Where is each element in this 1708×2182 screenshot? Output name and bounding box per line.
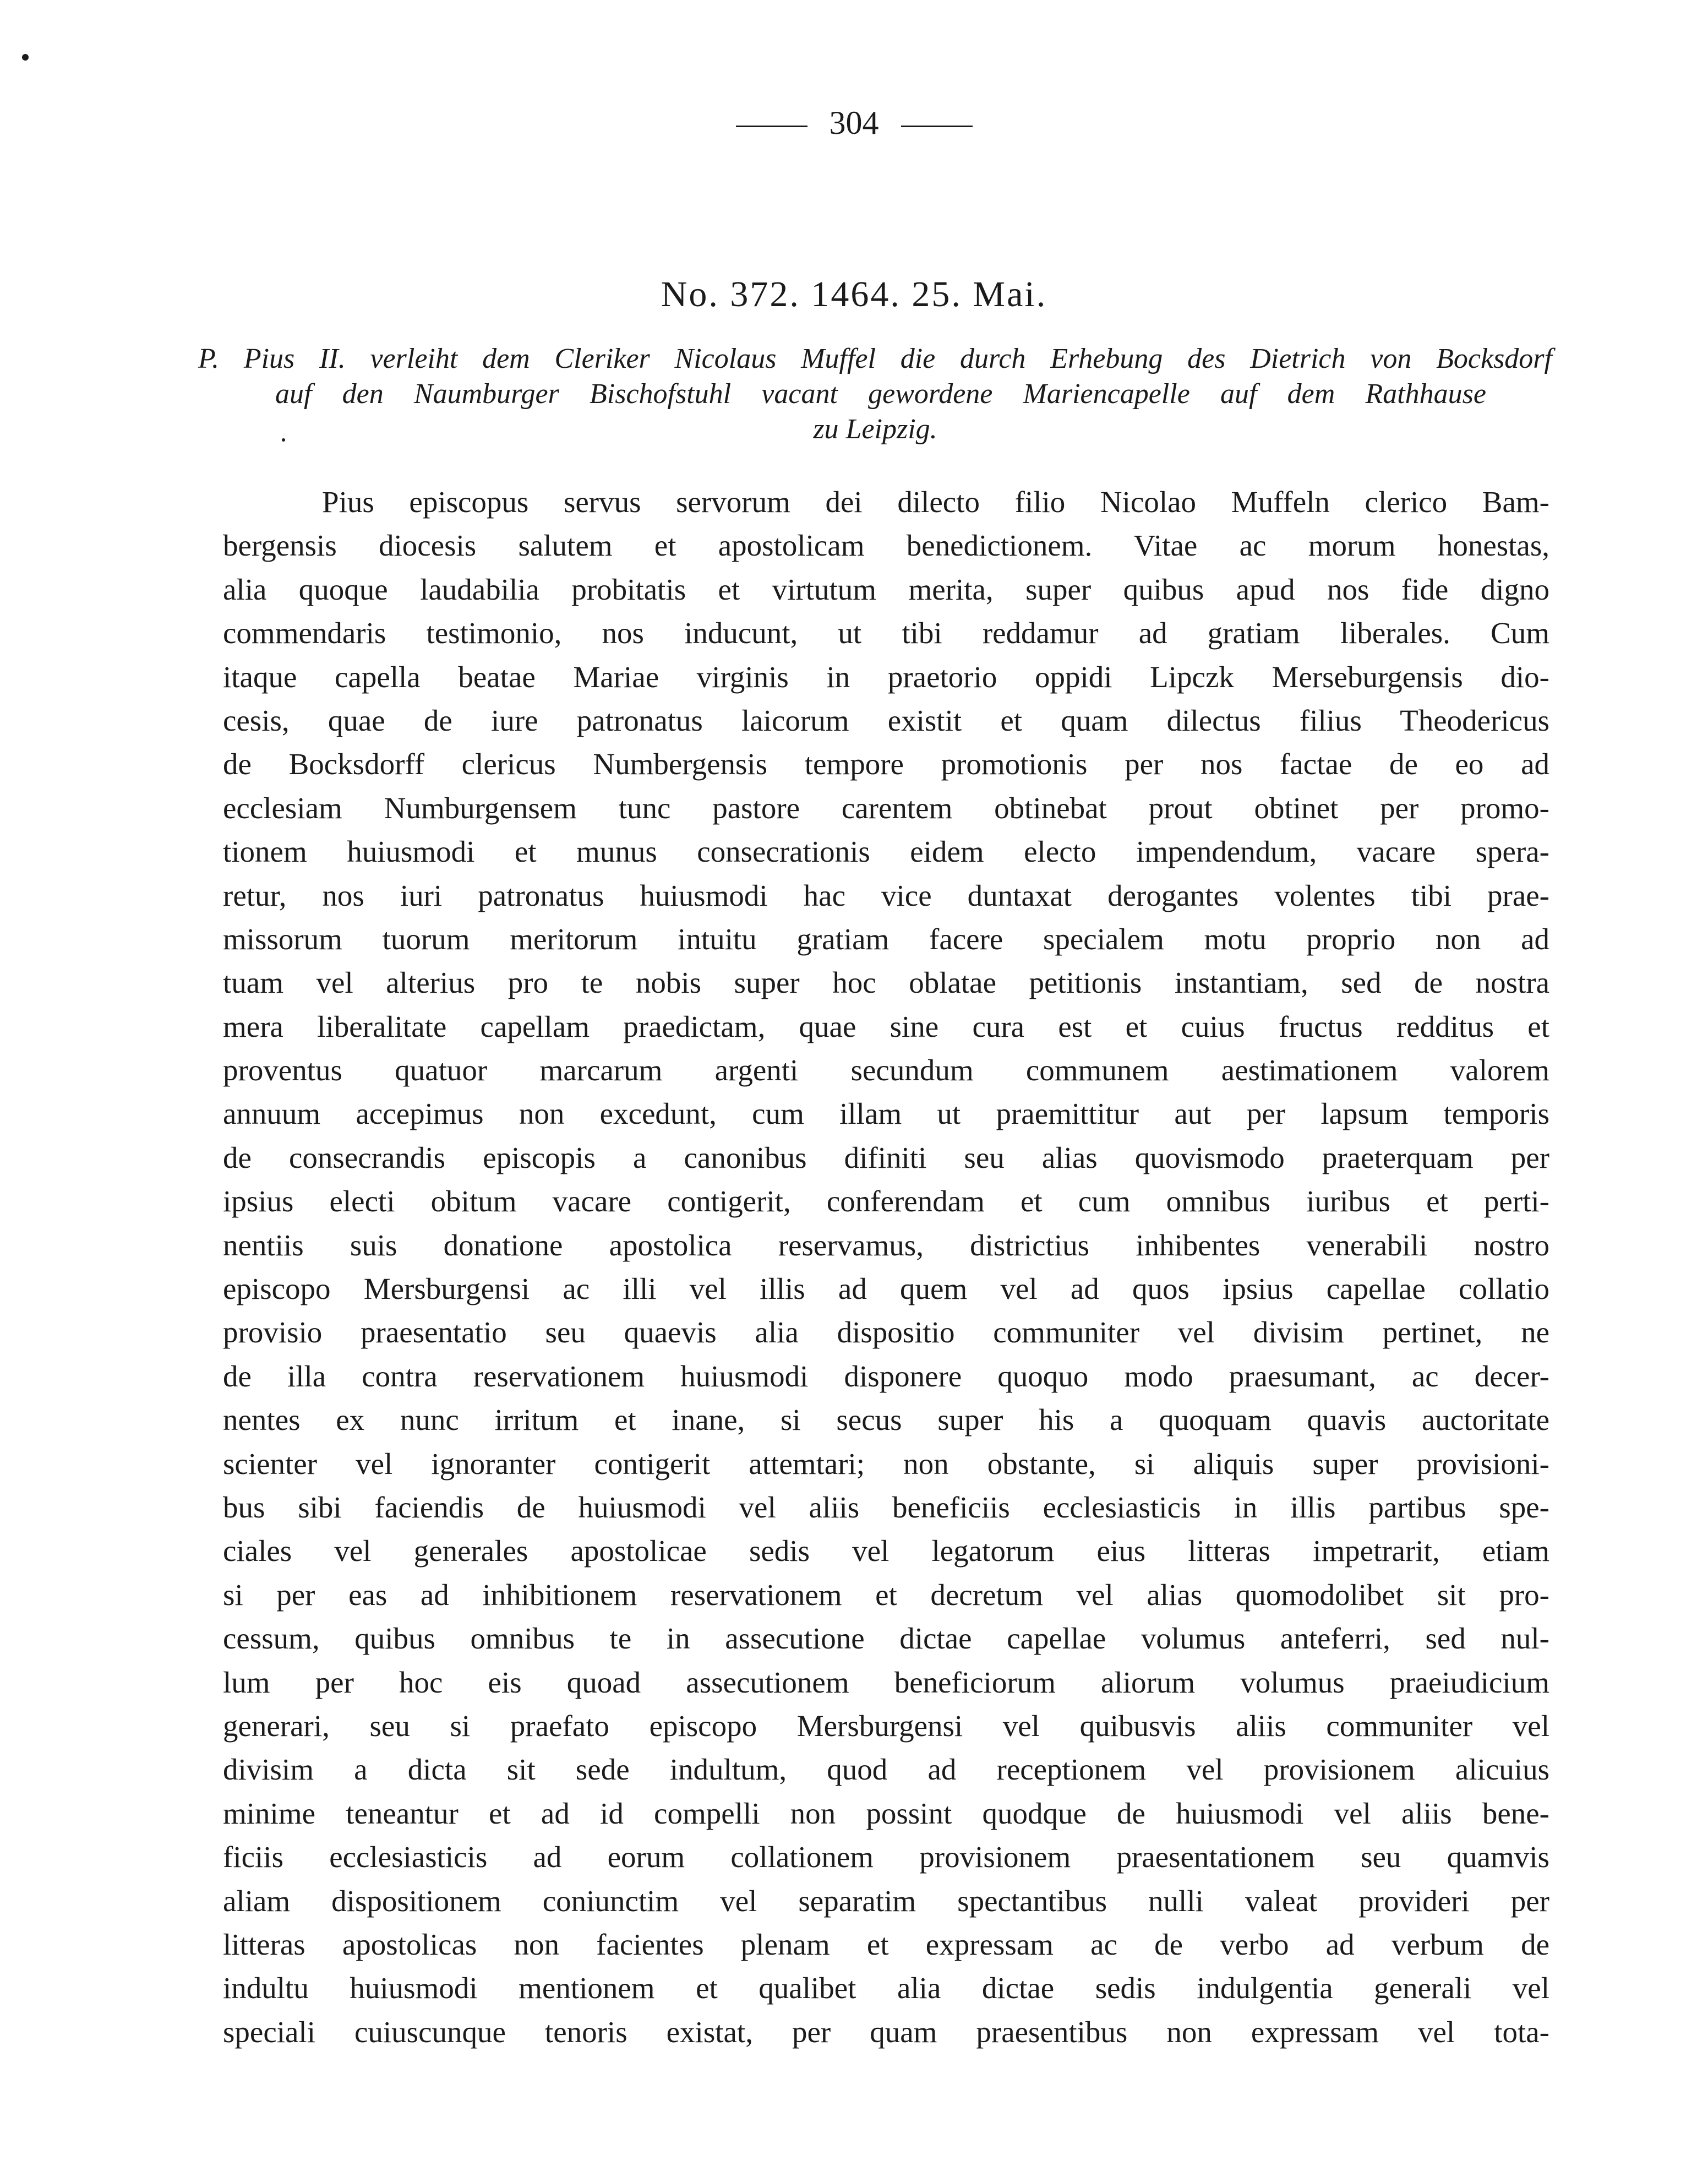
body-line: missorum tuorum meritorum intuitu gratiam facere specialem motu proprio non ad [223,922,1549,956]
body-line: de Bocksdorff clericus Numbergensis tempore promotionis per nos factae de eo ad [223,747,1549,781]
body-line: commendaris testimonio, nos inducunt, ut tibi reddamur ad gratiam liberales. Cum [223,616,1549,650]
body-line: bergensis diocesis salutem et apostolicam benedictionem. Vitae ac morum honestas, [223,529,1549,563]
body-line: ciales vel generales apostolicae sedis vel legatorum eius litteras impetrarit, etiam [223,1534,1549,1568]
document-heading: No. 372. 1464. 25. Mai. [661,274,1047,314]
body-line: scienter vel ignoranter contigerit attemtari; non obstante, si aliquis super provisioni- [223,1446,1549,1481]
body-line: provisio praesentatio seu quaevis alia dispositio communiter vel divisim pertinet, ne [223,1315,1549,1350]
body-line: de illa contra reservationem huiusmodi disponere quoquo modo praesumant, ac decer- [223,1359,1549,1393]
body-line: cessum, quibus omnibus te in assecutione dictae capellae volumus anteferri, sed nul- [223,1621,1549,1656]
body-line: ficiis ecclesiasticis ad eorum collationem provisionem praesentationem seu quamvis [223,1840,1549,1874]
header-rule-right [901,126,973,127]
body-line: cesis, quae de iure patronatus laicorum existit et quam dilectus filius Theodericus [223,703,1549,737]
body-line: aliam dispositionem coniunctim vel separatim spectantibus nulli valeat provideri per [223,1884,1549,1918]
body-line: mera liberalitate capellam praedictam, quae sine cura est et cuius fructus redditus et [223,1009,1549,1043]
body-line: ipsius electi obitum vacare contigerit, conferendam et cum omnibus iuribus et perti- [223,1184,1549,1218]
body-line: speciali cuiuscunque tenoris existat, per quam praesentibus non expressam vel tota- [223,2015,1549,2049]
body-line: bus sibi faciendis de huiusmodi vel aliis beneficiis ecclesiasticis in illis partibus spe- [223,1490,1549,1524]
body-line: episcopo Mersburgensi ac illi vel illis ad quem vel ad quos ipsius capellae collatio [223,1272,1549,1306]
body-line: lum per hoc eis quoad assecutionem beneficiorum aliorum volumus praeiudicium [223,1665,1549,1699]
body-line: itaque capella beatae Mariae virginis in praetorio oppidi Lipczk Merseburgensis dio- [223,660,1549,694]
body-line: litteras apostolicas non facientes plenam et expressam ac de verbo ad verbum de [223,1927,1549,1961]
document-body [223,480,1549,2054]
body-line: de consecrandis episcopis a canonibus difiniti seu alias quovismodo praeterquam per [223,1140,1549,1174]
body-line: retur, nos iuri patronatus huiusmodi hac vice duntaxat derogantes volentes tibi prae- [223,878,1549,912]
regest [198,341,1552,447]
regest-line: P. Pius II. verleiht dem Cleriker Nicolaus Muffel die durch Erhebung des Dietrich von Bocksdorf [198,343,1552,374]
page-number: 304 [829,105,879,141]
body-line: nentes ex nunc irritum et inane, si secus super his a quoquam quavis auctoritate [223,1403,1549,1437]
body-line: Pius episcopus servus servorum dei dilecto filio Nicolao Muffeln clerico Bam- [322,485,1549,519]
header-rule-left [736,126,807,127]
body-line: nentiis suis donatione apostolica reservamus, districtius inhibentes venerabili nostro [223,1228,1549,1262]
body-line: tionem huiusmodi et munus consecrationis eidem electo impendendum, vacare spera- [223,835,1549,869]
body-line: alia quoque laudabilia probitatis et virtutum merita, super quibus apud nos fide digno [223,572,1549,606]
regest-line: auf den Naumburger Bischofstuhl vacant gewordene Mariencapelle auf dem Rathhause [275,378,1486,410]
regest-line: zu Leipzig. [813,413,937,445]
page-header [0,104,1708,142]
body-line: si per eas ad inhibitionem reservationem et decretum vel alias quomodolibet sit pro- [223,1577,1549,1612]
body-line: proventus quatuor marcarum argenti secundum communem aestimationem valorem [223,1053,1549,1087]
body-line: divisim a dicta sit sede indultum, quod ad receptionem vel provisionem alicuius [223,1753,1549,1787]
body-line: tuam vel alterius pro te nobis super hoc oblatae petitionis instantiam, sed de nostra [223,966,1549,1000]
body-line: minime teneantur et ad id compelli non possint quodque de huiusmodi vel aliis bene- [223,1796,1549,1830]
body-line: generari, seu si praefato episcopo Mersburgensi vel quibusvis aliis communiter vel [223,1708,1549,1743]
body-line: ecclesiam Numburgensem tunc pastore carentem obtinebat prout obtinet per promo- [223,791,1549,825]
stray-mark [282,438,285,442]
body-line: indultu huiusmodi mentionem et qualibet alia dictae sedis indulgentia generali vel [223,1971,1549,2005]
body-line: annuum accepimus non excedunt, cum illam ut praemittitur aut per lapsum temporis [223,1097,1549,1131]
margin-dot [22,54,29,61]
